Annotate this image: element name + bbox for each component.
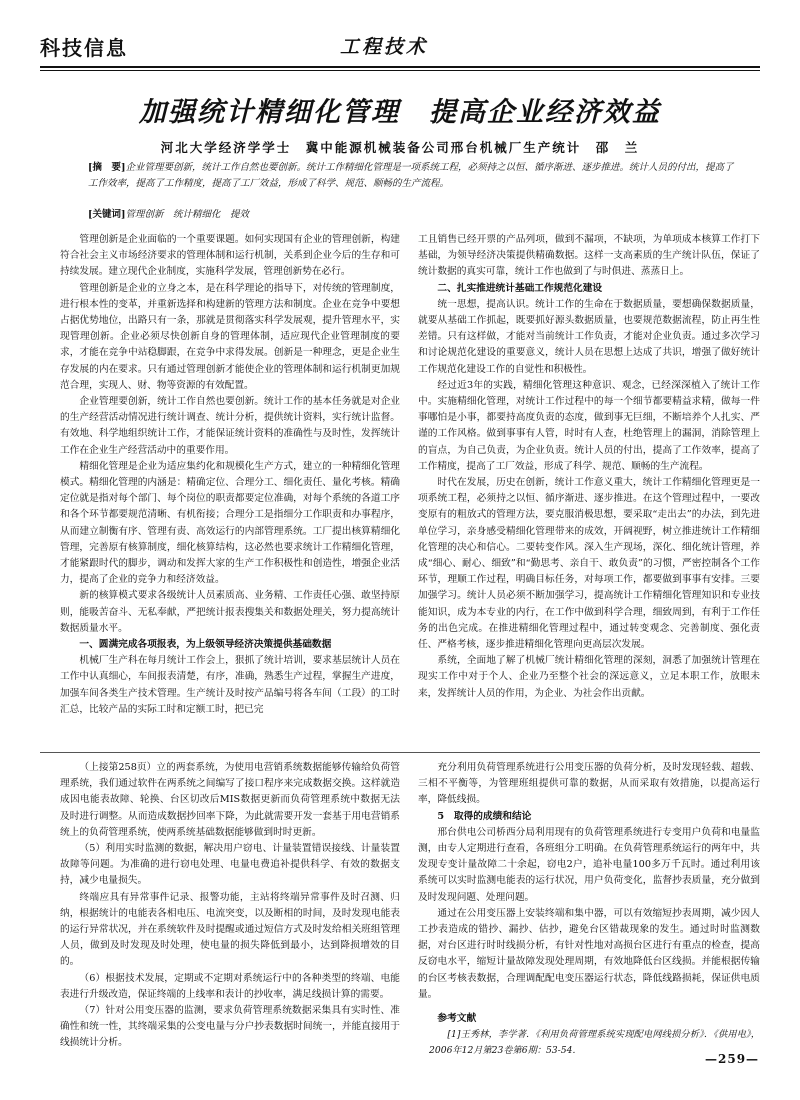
column-1 [60, 232, 400, 740]
paragraph: 充分利用负荷管理系统进行公用变压器的负荷分析，及时发现轻载、超载、三相不平衡等，为管理班组提供可靠的数据，从而采取有效措施，以提高运行率，降低线损。 [418, 762, 760, 806]
column-3 [60, 760, 400, 1070]
column-2 [418, 232, 760, 740]
paragraph: 精细化管理是企业为适应集约化和规模化生产方式，建立的一种精细化管理模式。精细化管理的内涵是：精确定位、合理分工、细化责任、量化考核。精确定位就是指对每个部门、每个岗位的职责都要定位准确，对每个系统的各道工序和各个环节都要规范清晰、有机衔接；合理分工是指细分工作职责和办事程序，从而建立制衡有序、管理有责、高效运行的内部管理系统。工厂提出核算精细化管理，完善原有核算制度，细化核算结构，这必然也要求统计工作精细化管理，才能紧跟时代的脚步，调动和发挥大家的生产工作积极性和创造性，增强企业活力，提高了企业的竞争力和经济效益。 [60, 460, 400, 586]
running-header [40, 32, 760, 70]
abstract-label: [摘 要] [88, 162, 126, 173]
paragraph: 系统，全面地了解了机械厂统计精细化管理的深刻，洞悉了加强统计管理在现实工作中对于个人、企业乃至整个社会的深远意义，立足本职工作，放眼未来，发挥统计人员的作用，为企业、为社会作出贡献。 [418, 655, 760, 699]
paragraph: 管理创新是企业面临的一个重要课题。如何实现国有企业的管理创新，构建符合社会主义市场经济要求的管理体制和运行机制，关系到企业今后的生存和可持续发展。建立现代企业制度，实施科学发展，管理创新势在必行。 [60, 234, 400, 278]
keywords-text: 管理创新 统计精细化 提效 [125, 209, 250, 220]
paragraph: （上接第258页）立的两套系统，为使用电营销系统数据能够传输给负荷管理系统，我们通过软件在两系统之间编写了接口程序来完成数据交换。这样就造成因电能表故障、轮换、台区切改后MIS数据更新而负荷管理系统中数据无法及时进行调整。从而造成数据抄回率下降，为此就需要开发一套基于用电营销系统上的负荷管理系统，使两系统基础数据能够做到时时更新。 [60, 762, 400, 838]
paragraph: 新的核算模式要求各级统计人员素质高、业务精、工作责任心强、敢坚持原则，能吸苦奋斗、无私奉献，严把统计报表搜集关和数据处理关，努力提高统计数据质量水平。 [60, 590, 400, 634]
paragraph: 工且销售已经开票的产品列项，做到不漏项，不缺项，为单项成本核算工作打下基础，为领导经济决策提供精确数据。这样一支高素质的生产统计队伍，保证了统计数据的真实可靠，统计工作也做到了与时俱进、蒸蒸日上。 [418, 234, 760, 278]
paragraph: 通过在公用变压器上安装终端和集中器，可以有效缩短抄表周期，减少因人工抄表造成的错抄、漏抄、估抄，避免台区错裁现象的发生。通过时时监测数据，对台区进行时时线损分析，有针对性地对高损台区进行有重点的检查，提高反窃电水平，缩短计量故障发现处理周期，有效地降低台区线损。并能根据传输的台区考核表数据，合理调配配电变压器运行状态，降低线路损耗，保证供电质量。 [418, 907, 760, 1000]
article-authors: 河北大学经济学学士 冀中能源机械装备公司邢台机械厂生产统计 邵 兰 [160, 140, 640, 155]
keywords-label: [关键词] [88, 209, 126, 220]
paragraph: （5）利用实时监测的数据，解决用户窃电、计量装置错误接线、计量装置故障等问题。为准确的进行窃电处理、电量电费追补提供科学、有效的数据支持，减少电量损失。 [60, 843, 400, 887]
journal-name: 科技信息 [40, 36, 128, 60]
reference-item: [1]王秀林，李学著．《利用负荷管理系统实现配电网线损分析》．《供用电》，2006年12月第23卷第6期：53-54. [429, 1029, 760, 1057]
article-divider [40, 752, 760, 753]
section-name: 工程技术 [340, 36, 429, 58]
keywords [88, 206, 249, 220]
paragraph: 管理创新是企业的立身之本，是在科学理论的指导下，对传统的管理制度，进行根本性的变革，并重新选择和构建新的管理方法和制度。企业在竞争中要想占据优势地位，出路只有一条，那就是贯彻落实科学发展观，提升管理水平，实现管理创新。企业必须尽快创新自身的管理体制，适应现代企业管理制度的要求，才能在竞争中站稳脚跟，在竞争中求得发展。创新是一种理念，更是企业生存发展的内在要求。只有通过管理创新才能使企业的管理体制和运行机制更加规范合理，实现人、财、物等资源的有效配置。 [60, 282, 400, 391]
article-title: 加强统计精细化管理 提高企业经济效益 [139, 97, 661, 128]
paragraph: 经过近3年的实践，精细化管理这种意识、观念，已经深深植入了统计工作中。实施精细化管理，对统计工作过程中的每一个细节都要精益求精，做每一件事哪怕是小事，都要持高度负责的态度，做到事无巨细，不断培养个人扎实、严谨的工作风格。做到事事有人管，时时有人查，杜绝管理上的漏洞，消除管理上的盲点，为自己负责，为企业负责。统计人员的付出，提高了工作效率，提高了工作精度，提高了工厂效益，形成了科学、规范、顺畅的生产流程。 [418, 379, 760, 472]
paragraph: 时代在发展，历史在创新，统计工作意义重大，统计工作精细化管理更是一项系统工程，必须持之以恒、循序渐进、逐步推进。在这个管理过程中，一要改变原有的粗放式的管理方法，要克服消极思想，要采取“走出去”的办法，到先进单位学习，亲身感受精细化管理带来的成效，开阔视野，树立推进统计工作精细化管理的决心和信心。二要转变作风。深入生产现场，深化、细化统计管理，养成“细心、耐心、细致”和“勤思考、亲自干、敢负责”的习惯，严密控制各个工作环节，理顺工作过程，明确目标任务，对每项工作，都要做到事事有安排。三要加强学习。统计人员必须不断加强学习，提高统计工作精细化管理知识和专业技能知识，成为本专业的内行，在工作中做到科学合理，细致周到，有利于工作任务的出色完成。在推进精细化管理过程中，通过转变观念、完善制度、强化责任、严格考核，逐步推进精细化管理向更高层次发展。 [418, 477, 760, 651]
paragraph: 邢台供电公司桥西分局利用现有的负荷管理系统进行专变用户负荷和电量监测，由专人定期进行查看，各班组分工明确。在负荷管理系统运行的两年中，共发现专变计量故障二十余起，窃电2户，追补电量100多万千瓦时。通过利用该系统可以实时监测电能表的运行状况，用户负荷变化，监督抄表质量，充分做到及时发现问题、处理问题。 [418, 826, 760, 903]
section-heading: 二、扎实推进统计基础工作规范化建设 [437, 282, 603, 294]
paragraph: 终端应具有异常事件记录、报警功能，主站将终端异常事件及时召测、归纳，根据统计的电能表各相电压、电流突变，以及断相的时间，及时发现电能表的运行异常状况，并在系统软件及时提醒或通过短信方式及时发给相关班组管理人员，做到及时发现及时处理，使电量的损失降低到最小，达到降损增效的目的。 [60, 891, 400, 968]
column-4 [418, 760, 760, 1057]
page-number: —259— [705, 1052, 760, 1066]
header-rule-thin [40, 70, 760, 71]
paragraph: 统一思想，提高认识。统计工作的生命在于数据质量，要想确保数据质量，就要从基础工作抓起，既要抓好源头数据质量，也要规范数据流程，防止再生性差错。只有这样做，才能对当前统计工作负责，才能对企业负责。通过多次学习和讨论规范化建设的重要意义，统计人员在思想上达成了共识，增强了做好统计工作规范化建设工作的自觉性和积极性。 [418, 298, 760, 375]
paragraph: 机械厂生产科在每月统计工作会上，狠抓了统计培训，要求基层统计人员在工作中认真细心，车间报表清楚，有序，准确，熟悉生产过程，掌握生产进度，加强车间各类生产技术管理。生产统计及时按产品编号将各车间（工段）的工时汇总，比较产品的实际工时和定额工时，把已完 [60, 655, 400, 715]
paragraph: （7）针对公用变压器的监测，要求负荷管理系统数据采集具有实时性、准确性和统一性，其终端采集的公变电量与分户抄表数据时间统一，并能直接用于线损统计分析。 [60, 1005, 400, 1049]
section-heading: 5 取得的成绩和结论 [437, 810, 532, 822]
paragraph: 企业管理要创新，统计工作自然也要创新。统计工作的基本任务就是对企业的生产经营活动情况进行统计调查、统计分析，提供统计资料，实行统计监督。有效地、科学地组织统计工作，才能保证统计资料的准确性与及时性，发挥统计工作在企业生产经营活动中的重要作用。 [60, 396, 400, 456]
abstract-text: 企业管理要创新，统计工作自然也要创新。统计工作精细化管理是一项系统工程，必须持之以恒、循序渐进、逐步推进。统计人员的付出，提高了工作效率，提高了工作精度，提高了工厂效益，形成了科学、规范、顺畅的生产流程。 [88, 162, 734, 189]
section-heading: 一、圆满完成各项报表，为上级领导经济决策提供基础数据 [79, 639, 332, 651]
paragraph: （6）根据技术发展，定期或不定期对系统运行中的各种类型的终端、电能表进行升级改造，保证终端的上线率和表计的抄收率，满足线损计算的需要。 [60, 972, 400, 1000]
references-heading: 参考文献 [437, 1013, 477, 1025]
header-rule [40, 66, 760, 68]
abstract [88, 160, 740, 192]
